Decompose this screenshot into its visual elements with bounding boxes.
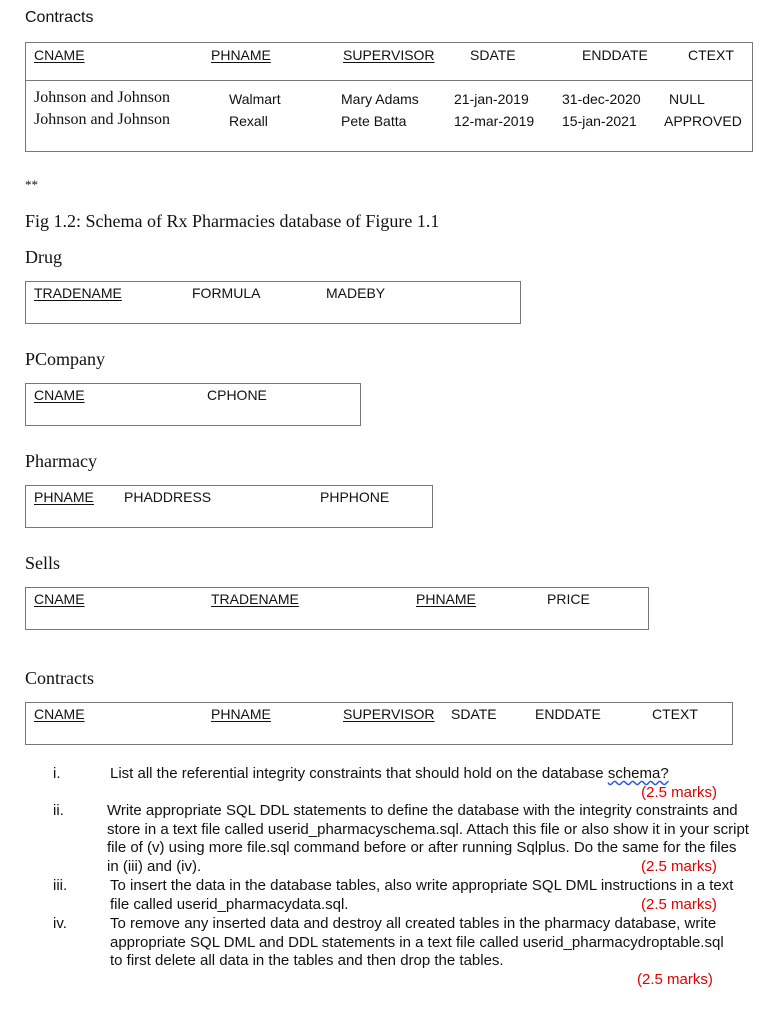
pcompany-col-cname: CNAME xyxy=(34,387,85,403)
drug-col-tradename: TRADENAME xyxy=(34,285,122,301)
question-3-marks: (2.5 marks) xyxy=(641,895,717,913)
question-2-marks: (2.5 marks) xyxy=(641,858,717,875)
question-3 xyxy=(110,877,750,914)
table-row-2-enddate: 15-jan-2021 xyxy=(562,113,637,129)
pcompany-col-cphone: CPHONE xyxy=(207,387,267,403)
schema-pharmacy-title: Pharmacy xyxy=(25,451,97,471)
table-row-1-cname: Johnson and Johnson xyxy=(34,89,171,106)
question-4 xyxy=(110,915,740,988)
question-3-text: To insert the data in the database tables, also write appropriate SQL DML instructions in a text file called userid_pharmacydata.sql. xyxy=(110,877,734,913)
question-1-text: List all the referential integrity constraints that should hold on the database xyxy=(110,765,608,782)
question-1-link-word: schema? xyxy=(607,765,669,782)
col-header-supervisor: SUPERVISOR xyxy=(343,47,435,63)
contracts-col-supervisor: SUPERVISOR xyxy=(343,706,435,722)
table-row-1-enddate: 31-dec-2020 xyxy=(562,91,641,107)
col-header-sdate: SDATE xyxy=(470,47,516,63)
table-row-2-cname: Johnson and Johnson xyxy=(34,111,171,128)
sells-col-tradename: TRADENAME xyxy=(211,591,299,607)
question-1 xyxy=(110,765,750,802)
table-row-1-supervisor: Mary Adams xyxy=(341,91,419,107)
schema-pcompany-title: PCompany xyxy=(25,349,106,369)
pharmacy-col-phaddress: PHADDRESS xyxy=(124,489,212,505)
table-row-2-supervisor: Pete Batta xyxy=(341,113,407,129)
contracts-col-ctext: CTEXT xyxy=(652,706,698,722)
table-row-2-sdate: 12-mar-2019 xyxy=(454,113,535,129)
schema-contracts-title: Contracts xyxy=(25,668,94,688)
pharmacy-col-phphone: PHPHONE xyxy=(320,489,390,505)
sells-col-phname: PHNAME xyxy=(416,591,476,607)
table-row-1-ctext: NULL xyxy=(669,91,705,107)
contracts-col-sdate: SDATE xyxy=(451,706,497,722)
col-header-cname: CNAME xyxy=(34,47,85,63)
contracts-data-title: Contracts xyxy=(25,9,94,26)
sells-col-cname: CNAME xyxy=(34,591,85,607)
contracts-col-enddate: ENDDATE xyxy=(535,706,601,722)
col-header-enddate: ENDDATE xyxy=(582,47,648,63)
question-4-text: To remove any inserted data and destroy all created tables in the pharmacy database, write appropriate SQL DML and DDL statements in a text file called userid_pharmacydroptable.sql to first delete all data in the tables and then drop the tables. xyxy=(110,915,724,969)
col-header-phname: PHNAME xyxy=(211,47,271,63)
question-2 xyxy=(107,802,749,876)
question-2-text: Write appropriate SQL DDL statements to define the database with the integrity constraints and store in a text file called userid_pharmacyschema.sql. Attach this file or also show it in your script file of (v) using more file.sql command before or after running Sqlplus. Do the same for the files in (iii) and (iv). xyxy=(107,802,749,875)
pharmacy-col-phname: PHNAME xyxy=(34,489,94,505)
table-row-2-ctext: APPROVED xyxy=(664,113,742,129)
drug-col-formula: FORMULA xyxy=(192,285,261,301)
schema-sells-title: Sells xyxy=(25,553,61,573)
question-1-number: i. xyxy=(53,765,61,782)
table-row-2-phname: Rexall xyxy=(229,113,268,129)
question-1-marks: (2.5 marks) xyxy=(641,783,717,801)
col-header-ctext: CTEXT xyxy=(688,47,734,63)
table-row-1-phname: Walmart xyxy=(229,91,281,107)
question-2-number: ii. xyxy=(53,802,64,819)
figure-caption: Fig 1.2: Schema of Rx Pharmacies database of Figure 1.1 xyxy=(25,211,440,231)
contracts-col-cname: CNAME xyxy=(34,706,85,722)
question-4-marks: (2.5 marks) xyxy=(637,971,713,988)
drug-col-madeby: MADEBY xyxy=(326,285,386,301)
separator-stars: ** xyxy=(25,177,38,192)
question-4-number: iv. xyxy=(53,915,67,932)
sells-col-price: PRICE xyxy=(547,591,590,607)
question-3-number: iii. xyxy=(53,877,68,894)
table-row-1-sdate: 21-jan-2019 xyxy=(454,91,529,107)
schema-drug-title: Drug xyxy=(25,247,62,267)
contracts-col-phname: PHNAME xyxy=(211,706,271,722)
